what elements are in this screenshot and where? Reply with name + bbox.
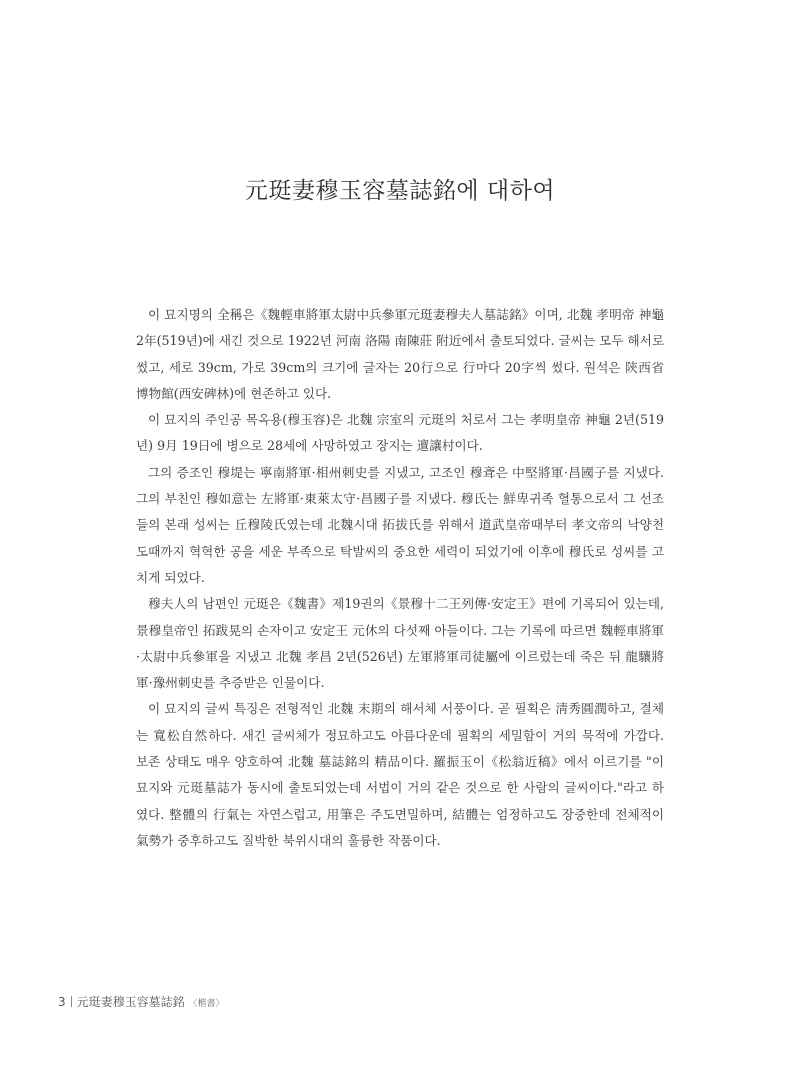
- paragraph: 穆夫人의 남편인 元珽은《魏書》제19권의《景穆十二王列傳·安定王》편에 기록되어 있는데, 景穆皇帝인 拓跋晃의 손자이고 安定王 元休의 다섯째 아들이다. 그는 기록에 따르면 魏輕車將軍·太尉中兵參軍을 지냈고 北魏 孝昌 2년(526년) 左軍將軍司徒屬에 이르렀는데 죽은 뒤 龍驤將軍·豫州刺史를 추증받은 인물이다.: [136, 596, 664, 691]
- paragraph: 이 묘지의 글씨 특징은 전형적인 北魏 末期의 해서체 서풍이다. 곧 필획은 淸秀圓潤하고, 결체는 寬松自然하다. 새긴 글씨체가 정묘하고도 아름다운데 필획의 세밀함이 거의 묵적에 가깝다. 보존 상태도 매우 양호하여 北魏 墓誌銘의 精品이다. 羅振玉이《松翁近稿》에서 이르기를 "이 묘지와 元珽墓誌가 동시에 출토되었는데 서법이 거의 같은 것으로 한 사람의 글씨이다."라고 하였다. 整體의 行氣는 자연스럽고, 用筆은 주도면밀하며, 結體는 엄정하고도 장중한데 전체적이 氣勢가 중후하고도 질박한 북위시대의 훌륭한 작품이다.: [136, 701, 664, 848]
- footer-subtitle: 〈楷書〉: [188, 999, 225, 1009]
- paragraph: 그의 증조인 穆堤는 寧南將軍·相州刺史를 지냈고, 고조인 穆斊은 中堅將軍·昌國子를 지냈다. 그의 부친인 穆如意는 左將軍·東萊太守·昌國子를 지냈다. 穆氏는 鮮卑귀족 혈통으로서 그 선조들의 본래 성씨는 丘穆陵氏였는데 北魏시대 拓拔氏를 위해서 道武皇帝때부터 孝文帝의 낙양천도때까지 혁혁한 공을 세운 부족으로 탁발씨의 중요한 세력이 되었기에 이후에 穆氏로 성씨를 고치게 되었다.: [136, 464, 664, 585]
- page-number: 3: [58, 995, 66, 1009]
- paragraph: 이 묘지의 주인공 목옥용(穆玉容)은 北魏 宗室의 元珽의 처로서 그는 孝明皇帝 神龜 2년(519년) 9月 19日에 병으로 28세에 사망하였고 장지는 邅讓村이다.: [136, 412, 664, 454]
- body-text: [136, 302, 664, 854]
- page-footer: [58, 993, 225, 1010]
- paragraph: 이 묘지명의 全稱은《魏輕車將軍太尉中兵參軍元珽妻穆夫人墓誌銘》이며, 北魏 孝明帝 神龜 2年(519년)에 새긴 것으로 1922년 河南 洛陽 南陳莊 附近에서 출토되었다. 글씨는 모두 해서로 썼고, 세로 39cm, 가로 39cm의 크기에 글자는 20行으로 行마다 20字씩 썼다. 원석은 陝西省博物館(西安碑林)에 현존하고 있다.: [136, 307, 664, 401]
- footer-divider: [71, 996, 72, 1007]
- footer-book-title: 元珽妻穆玉容墓誌銘: [76, 995, 185, 1009]
- page-title: 元珽妻穆玉容墓誌銘에 대하여: [244, 178, 556, 204]
